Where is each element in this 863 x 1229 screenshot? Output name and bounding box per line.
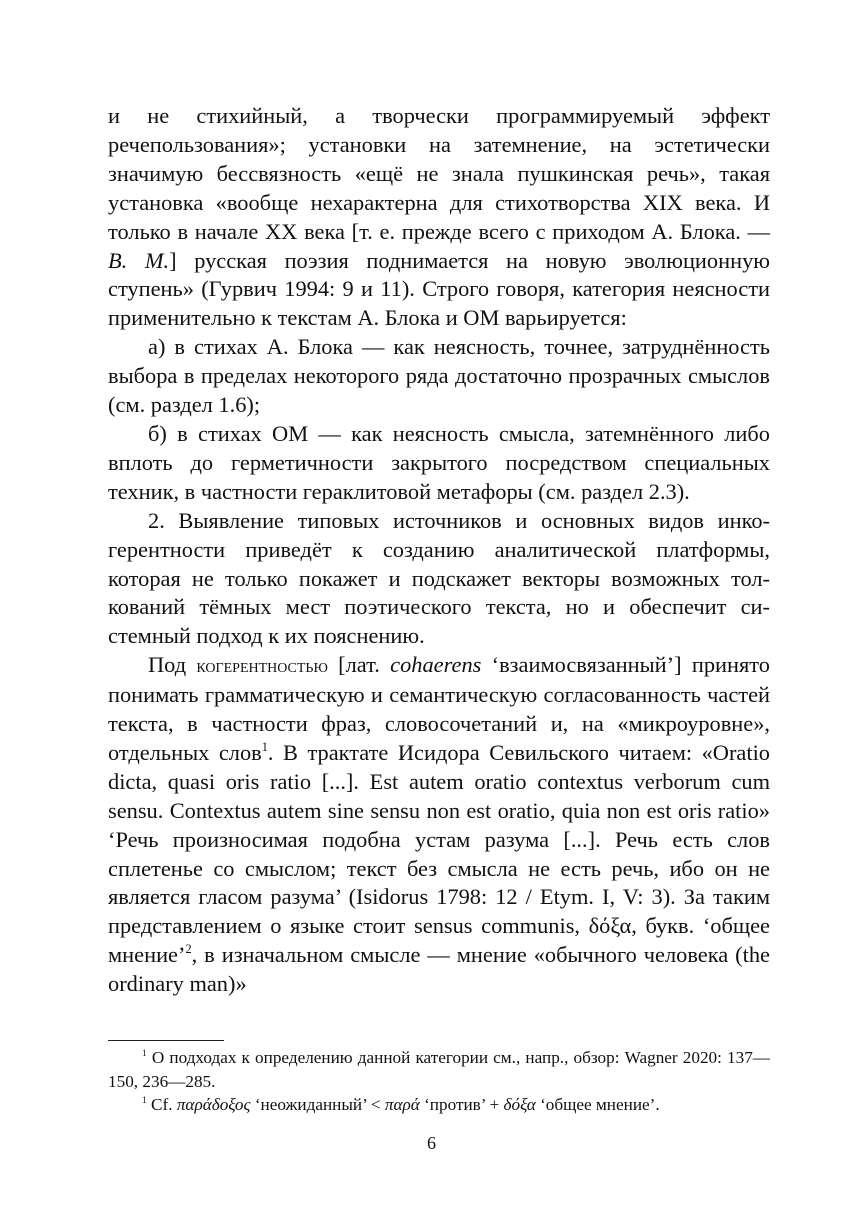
- text-run: ‘взаимосвязанный’] принято понимать грамматическую и семантическую согласованность частей текста, в частности фраз, словосочетаний и, на «микроуровне», отдельных слов: [108, 652, 770, 765]
- footnote-2: [108, 1093, 770, 1117]
- paragraph-5: [108, 651, 770, 999]
- greek-word: δόξα: [503, 1095, 536, 1114]
- text-run: [лат.: [327, 652, 391, 678]
- text-run: . В трактате Исидора Севильского читаем: «Oratio dicta, quasi oris ratio [...]. Est autem oratio contextus verborum cum sensu. Contextus autem sine sensu non est oratio, quia non est oris ratio» ‘Речь произносимая подобна устам разума [...]. Речь есть слов сплетенье со смыслом; текст без смысла не есть речь, ибо он не является гласом разума’ (Isidorus 1798: 12 / Etym. I, V: 3). За таким представлением о языке стоит sensus communis, δόξα, букв. ‘общее мнение’: [108, 739, 770, 968]
- text-run: , в изначальном смысле — мнение «обычного человека (the ordinary man)»: [108, 942, 770, 997]
- footnote-ref-1[interactable]: 1: [261, 739, 268, 754]
- author-initials: В. М.: [108, 247, 170, 273]
- footnote-text: ‘общее мнение’.: [535, 1095, 660, 1114]
- main-text: [108, 102, 770, 999]
- text-run: ] русская поэзия поднимается на новую эволюционную ступень» (Гурвич 1994: 9 и 11). Строго говоря, категория неясности применительно к текстам А. Блока и ОМ варьируется:: [108, 247, 770, 331]
- footnote-text: ‘против’ +: [419, 1095, 504, 1114]
- paragraph-4: 2. Выявление типовых источников и основных видов инкогерентности приведёт к созданию аналитической платформы, которая не только покажет и подскажет векторы возможных толкований тёмных мест поэтического текста, но и обеспечит системный подход к их пояснению.: [108, 507, 770, 649]
- greek-word: παράδοξος: [176, 1095, 251, 1114]
- footnote-number: 1: [142, 1095, 147, 1106]
- page-number: 6: [427, 1133, 436, 1153]
- text-run: Под: [148, 652, 197, 678]
- footnote-text: ‘неожиданный’ <: [250, 1095, 385, 1114]
- footnotes: [108, 1046, 770, 1117]
- paragraph-3: б) в стихах ОМ — как неясность смысла, затемнённого либо вплоть до герметичности закрытого посредством специальных техник, в частности гераклитовой метафоры (см. раздел 2.3).: [108, 420, 770, 504]
- footnote-text: Cf.: [146, 1095, 177, 1114]
- greek-word: παρά: [384, 1095, 420, 1114]
- paragraph-1: [108, 102, 770, 333]
- footnote-number: 1: [142, 1048, 147, 1059]
- latin-term: cohaerens: [390, 652, 482, 678]
- footnote-text: О подходах к определению данной категории см., напр., обзор: Wagner 2020: 137—150, 236—285.: [108, 1048, 770, 1091]
- term-coherence: когерентностью: [196, 655, 328, 678]
- footnote-divider: [108, 1040, 224, 1041]
- footnote-ref-2[interactable]: 2: [185, 942, 192, 957]
- paragraph-2: а) в стихах А. Блока — как неясность, точнее, затруднённость выбора в пределах некоторого ряда достаточно прозрачных смыслов (см. раздел 1.6);: [108, 334, 770, 418]
- footnote-1: [108, 1046, 770, 1093]
- text-run: и не стихийный, а творчески программируемый эффект речепользования»; установки на затемнение, на эстетически значимую бессвязность «ещё не знала пушкинская речь», такая установка «вообще нехарактерна для стихотворства XIX века. И только в начале XX века [т. е. прежде всего с приходом А. Блока. —: [108, 103, 770, 244]
